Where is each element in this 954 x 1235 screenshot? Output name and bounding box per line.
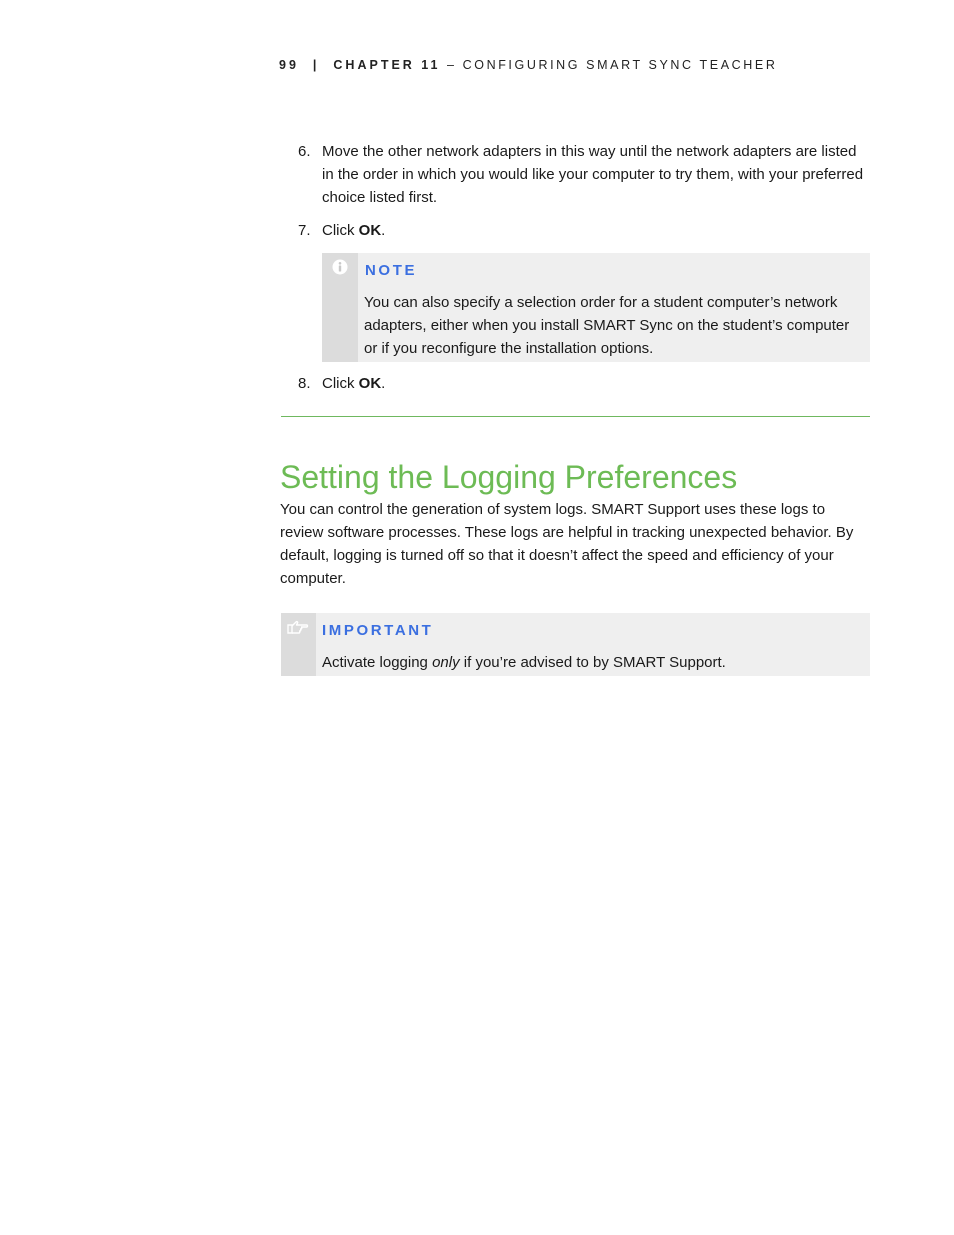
section-divider <box>281 416 870 417</box>
chapter-label: CHAPTER 11 <box>333 58 441 72</box>
ok-keyword: OK <box>358 222 382 239</box>
section-heading: Setting the Logging Preferences <box>280 459 738 495</box>
note-sidebar <box>322 253 358 362</box>
page-number: 99 <box>279 58 299 72</box>
note-label: NOTE <box>365 262 418 279</box>
note-callout <box>322 253 870 362</box>
important-text-after: if you’re advised to by SMART Support. <box>459 654 726 671</box>
header-separator: | <box>312 58 320 72</box>
important-text <box>322 651 862 674</box>
important-emphasis: only <box>432 654 460 671</box>
pointing-hand-icon <box>287 619 309 635</box>
step-text <box>322 219 867 242</box>
step-number: 7. <box>298 222 311 239</box>
ok-keyword: OK <box>358 375 382 392</box>
important-callout <box>281 613 870 676</box>
step-number: 8. <box>298 375 311 392</box>
important-text-before: Activate logging <box>322 654 433 671</box>
important-sidebar <box>281 613 316 676</box>
step-number: 6. <box>298 143 311 160</box>
step-text-prefix: Click <box>322 375 359 392</box>
step-text: Move the other network adapters in this way until the network adapters are listed in the order in which you would like your computer to try them, with your preferred choice listed first. <box>322 143 864 206</box>
step-text-suffix: . <box>381 222 386 239</box>
info-icon <box>332 259 348 275</box>
section-paragraph: You can control the generation of system logs. SMART Support uses these logs to review software processes. These logs are helpful in tracking unexpected behavior. By default, logging is turned off so that it doesn’t affect the speed and efficiency of your computer. <box>280 501 854 587</box>
step-text-suffix: . <box>381 375 386 392</box>
important-label: IMPORTANT <box>322 622 434 639</box>
note-text: You can also specify a selection order for a student computer’s network adapters, either when you install SMART Sync on the student’s computer or if you reconfigure the installation options. <box>364 294 850 357</box>
step-text <box>322 372 867 395</box>
step-text-prefix: Click <box>322 222 359 239</box>
running-header <box>279 58 777 72</box>
chapter-title: – CONFIGURING SMART SYNC TEACHER <box>447 58 778 72</box>
